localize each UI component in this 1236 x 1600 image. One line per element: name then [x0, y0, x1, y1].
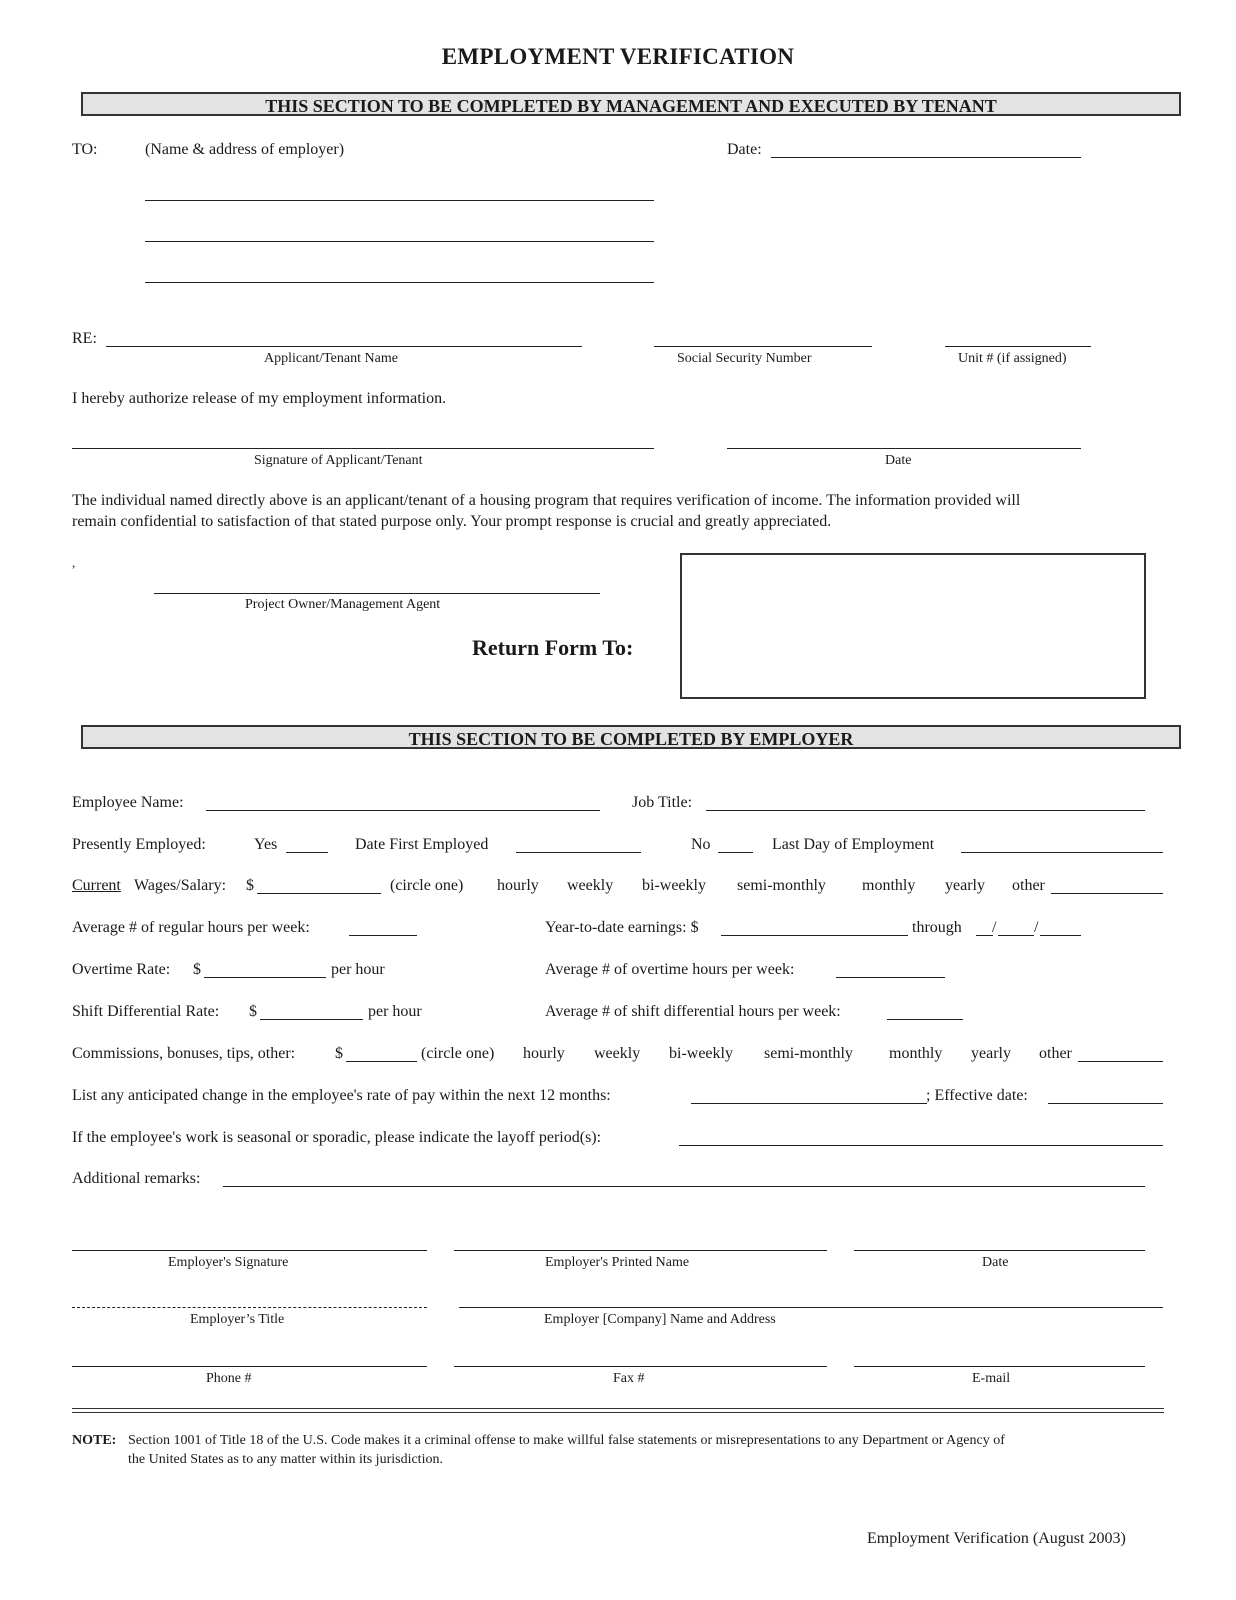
commissions-option-yearly[interactable]: yearly	[971, 1045, 1011, 1062]
note-line-1: Section 1001 of Title 18 of the U.S. Code makes it a criminal offense to make willful false statements or misrepresentations to any Department or Agency of	[128, 1433, 1005, 1448]
tenant-date-field[interactable]	[727, 448, 1081, 449]
date-first-employed-label: Date First Employed	[355, 836, 489, 853]
employer-title-field[interactable]	[72, 1307, 427, 1308]
presently-employed-label: Presently Employed:	[72, 836, 206, 853]
applicant-name-caption: Applicant/Tenant Name	[264, 351, 398, 366]
through-slash-1: /	[992, 919, 997, 936]
email-field[interactable]	[854, 1366, 1145, 1367]
ytd-field[interactable]	[721, 935, 908, 936]
wages-other-field[interactable]	[1051, 893, 1163, 894]
through-label: through	[912, 919, 962, 936]
commissions-other-field[interactable]	[1078, 1061, 1163, 1062]
employer-printed-name-field[interactable]	[454, 1250, 827, 1251]
employer-address-line-1[interactable]	[145, 200, 654, 201]
shift-rate-label: Shift Differential Rate:	[72, 1003, 220, 1020]
commissions-option-bi-weekly[interactable]: bi-weekly	[669, 1045, 733, 1062]
job-title-field[interactable]	[706, 810, 1145, 811]
section-band-management: THIS SECTION TO BE COMPLETED BY MANAGEMENT AND EXECUTED BY TENANT	[81, 92, 1181, 116]
through-year-field[interactable]	[1040, 935, 1081, 936]
shift-rate-field[interactable]	[260, 1019, 363, 1020]
wages-label: Wages/Salary:	[134, 877, 227, 894]
through-slash-2: /	[1034, 919, 1039, 936]
management-agent-caption: Project Owner/Management Agent	[245, 597, 441, 612]
commissions-option-semi-monthly[interactable]: semi-monthly	[764, 1045, 853, 1062]
form-id: Employment Verification (August 2003)	[867, 1530, 1126, 1547]
tenant-date-caption: Date	[885, 453, 912, 468]
commissions-option-monthly[interactable]: monthly	[889, 1045, 943, 1062]
anticipated-change-field[interactable]	[691, 1103, 927, 1104]
tenant-signature-caption: Signature of Applicant/Tenant	[254, 453, 423, 468]
stray-comma: ,	[72, 555, 76, 570]
anticipated-change-label: List any anticipated change in the employee's rate of pay within the next 12 months:	[72, 1087, 611, 1104]
seasonal-label: If the employee's work is seasonal or sporadic, please indicate the layoff period(s):	[72, 1129, 602, 1146]
overtime-per-hour: per hour	[331, 961, 385, 978]
employer-hint: (Name & address of employer)	[145, 141, 345, 158]
email-caption: E-mail	[972, 1371, 1011, 1386]
phone-field[interactable]	[72, 1366, 427, 1367]
employer-address-line-2[interactable]	[145, 241, 654, 242]
wages-amount-field[interactable]	[257, 893, 381, 894]
yes-label: Yes	[254, 836, 278, 853]
unit-caption: Unit # (if assigned)	[958, 351, 1067, 366]
fax-caption: Fax #	[613, 1371, 645, 1386]
avg-regular-hours-field[interactable]	[349, 935, 417, 936]
return-address-box[interactable]	[680, 553, 1146, 699]
authorization-statement: I hereby authorize release of my employment information.	[72, 390, 447, 407]
section-band-employer: THIS SECTION TO BE COMPLETED BY EMPLOYER	[81, 725, 1181, 749]
no-label: No	[691, 836, 711, 853]
commissions-dollar: $	[335, 1045, 343, 1062]
wages-circle-one: (circle one)	[390, 877, 464, 894]
remarks-field[interactable]	[223, 1186, 1145, 1187]
wages-option-other[interactable]: other	[1012, 877, 1045, 894]
commissions-label: Commissions, bonuses, tips, other:	[72, 1045, 296, 1062]
overtime-rate-label: Overtime Rate:	[72, 961, 171, 978]
avg-regular-hours-label: Average # of regular hours per week:	[72, 919, 310, 936]
through-month-field[interactable]	[976, 935, 993, 936]
notice-line-2: remain confidential to satisfaction of that stated purpose only. Your prompt response is crucial and greatly appreciated.	[72, 513, 832, 530]
avg-overtime-label: Average # of overtime hours per week:	[545, 961, 795, 978]
wages-option-monthly[interactable]: monthly	[862, 877, 916, 894]
unit-field[interactable]	[945, 346, 1091, 347]
commissions-option-hourly[interactable]: hourly	[523, 1045, 565, 1062]
overtime-dollar: $	[193, 961, 201, 978]
date-label: Date:	[727, 141, 762, 158]
wages-option-hourly[interactable]: hourly	[497, 877, 539, 894]
commissions-field[interactable]	[346, 1061, 417, 1062]
current-label: Current	[72, 877, 121, 894]
note-label: NOTE:	[72, 1433, 117, 1448]
wages-option-semi-monthly[interactable]: semi-monthly	[737, 877, 826, 894]
avg-shift-field[interactable]	[887, 1019, 963, 1020]
remarks-label: Additional remarks:	[72, 1170, 201, 1187]
avg-overtime-field[interactable]	[836, 977, 945, 978]
yes-field[interactable]	[286, 852, 328, 853]
shift-dollar: $	[249, 1003, 257, 1020]
fax-field[interactable]	[454, 1366, 827, 1367]
last-day-label: Last Day of Employment	[772, 836, 935, 853]
re-label: RE:	[72, 330, 97, 347]
wages-option-bi-weekly[interactable]: bi-weekly	[642, 877, 706, 894]
tenant-signature-field[interactable]	[72, 448, 654, 449]
employer-address-line-3[interactable]	[145, 282, 654, 283]
date-field[interactable]	[771, 157, 1081, 158]
through-day-field[interactable]	[998, 935, 1034, 936]
employer-printed-name-caption: Employer's Printed Name	[545, 1255, 690, 1270]
effective-date-label: ; Effective date:	[926, 1087, 1028, 1104]
return-form-label: Return Form To:	[472, 635, 634, 660]
seasonal-field[interactable]	[679, 1145, 1163, 1146]
note-line-2: the United States as to any matter within its jurisdiction.	[128, 1452, 443, 1467]
employer-date-field[interactable]	[854, 1250, 1145, 1251]
ytd-label: Year-to-date earnings: $	[545, 919, 699, 936]
date-first-employed-field[interactable]	[516, 852, 641, 853]
employer-signature-caption: Employer's Signature	[168, 1255, 289, 1270]
notice-line-1: The individual named directly above is an applicant/tenant of a housing program that requires verification of income. The information provided will	[72, 492, 1021, 509]
employer-company-field[interactable]	[459, 1307, 1163, 1308]
wages-option-yearly[interactable]: yearly	[945, 877, 985, 894]
wages-option-weekly[interactable]: weekly	[567, 877, 614, 894]
last-day-field[interactable]	[961, 852, 1163, 853]
footer-divider	[72, 1408, 1164, 1413]
effective-date-field[interactable]	[1048, 1103, 1163, 1104]
commissions-circle-one: (circle one)	[421, 1045, 495, 1062]
employer-title-caption: Employer’s Title	[190, 1312, 285, 1327]
page-title: EMPLOYMENT VERIFICATION	[441, 44, 795, 69]
overtime-rate-field[interactable]	[204, 977, 326, 978]
management-agent-field[interactable]	[154, 593, 600, 594]
commissions-option-other[interactable]: other	[1039, 1045, 1072, 1062]
phone-caption: Phone #	[206, 1371, 252, 1386]
employer-company-caption: Employer [Company] Name and Address	[544, 1312, 776, 1327]
shift-per-hour: per hour	[368, 1003, 422, 1020]
commissions-option-weekly[interactable]: weekly	[594, 1045, 641, 1062]
employee-name-label: Employee Name:	[72, 794, 184, 811]
applicant-name-field[interactable]	[106, 346, 582, 347]
employer-signature-field[interactable]	[72, 1250, 427, 1251]
employer-date-caption: Date	[982, 1255, 1009, 1270]
employee-name-field[interactable]	[206, 810, 600, 811]
to-label: TO:	[72, 141, 98, 158]
ssn-field[interactable]	[654, 346, 872, 347]
job-title-label: Job Title:	[632, 794, 693, 811]
wages-dollar: $	[246, 877, 254, 894]
no-field[interactable]	[718, 852, 753, 853]
ssn-caption: Social Security Number	[677, 351, 812, 366]
avg-shift-label: Average # of shift differential hours per week:	[545, 1003, 841, 1020]
